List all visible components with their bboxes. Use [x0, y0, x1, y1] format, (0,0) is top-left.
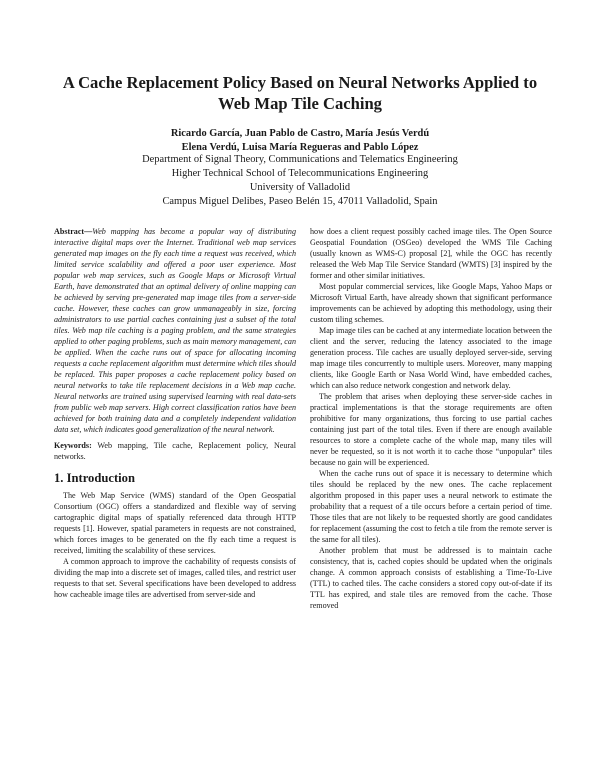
keywords-text: Web mapping, Tile cache, Replacement policy, Neural networks.	[54, 441, 296, 461]
authors-line-2: Elena Verdú, Luisa María Regueras and Pablo López	[181, 142, 419, 153]
affiliation-block	[40, 153, 560, 209]
right-paragraph-5: When the cache runs out of space it is necessary to determine which tiles should be replaced by the new ones. The cache replacement algorithm proposed in this paper uses a neural network to estimate the probability that a request of a tile occurs before a certain period of time. Those tiles that are not likely to be requested shortly are good candidates for replacement (assuming the cost to fetch a tile from the remote server is the same for all tiles).	[310, 469, 552, 544]
right-paragraph-6: Another problem that must be addressed is to maintain cache consistency, that is, cached copies should be updated when the originals change. A common approach consists of establishing a Time-To-Live (TTL) to cached tiles. The cache considers a stored copy out-of-date if its TTL has expired, and stale tiles are removed from the cache. Those removed	[310, 546, 552, 610]
left-column	[54, 226, 296, 600]
authors-line-1: Ricardo García, Juan Pablo de Castro, María Jesús Verdú	[170, 128, 430, 139]
keywords	[54, 440, 296, 462]
affiliation-university: University of Valladolid	[249, 182, 351, 193]
abstract-label: Abstract—	[54, 227, 93, 236]
affiliation-department: Department of Signal Theory, Communications and Telematics Engineering	[142, 154, 458, 165]
right-paragraph-1: how does a client request possibly cached image tiles. The Open Source Geospatial Foundation (OSGeo) developed the WMS Tile Caching (usually known as WMS-C) proposal [2], while the OGC has recently released the Web Map Tile Service Standard (WMTS) [3] inspired by the former and other similar initiatives.	[310, 227, 552, 280]
title-line-1: A Cache Replacement Policy Based on Neural Networks Applied to	[62, 73, 538, 92]
right-column	[310, 226, 552, 611]
paper-title	[40, 72, 560, 114]
abstract	[54, 226, 296, 435]
intro-paragraph-2: A common approach to improve the cachability of requests consists of dividing the map into a discrete set of images, called tiles, and restrict user requests to that set. Several specifications have been developed to address how cacheable image tiles are advertised from server-side and	[54, 557, 296, 599]
author-list	[40, 127, 560, 155]
section-heading-introduction: 1. Introduction	[54, 471, 135, 485]
right-paragraph-2: Most popular commercial services, like Google Maps, Yahoo Maps or Microsoft Virtual Earth, have already shown that significant performance improvements can be achieved by adopting this methodology, using their custom tiling schemes.	[310, 282, 552, 324]
right-paragraph-3: Map image tiles can be cached at any intermediate location between the client and the server, reducing the latency associated to the image generation process. Tile caches are usually deployed server-side, serving map image tiles concurrently to multiple users. Moreover, many mapping clients, like Google Earth or Nasa World Wind, have embedded caches, which can also reduce network congestion and network delay.	[310, 326, 552, 390]
title-line-2: Web Map Tile Caching	[218, 94, 382, 113]
abstract-text: Web mapping has become a popular way of distributing interactive digital maps over the Internet. Traditional web map services generated map images on the fly each time a request was received, which limited service scalability and offered a poor user experience. Most popular web map services, such as Google Maps or Microsoft Virtual Earth, have demonstrated that an optimal delivery of online mapping can be achieved by serving pre-generated map image tiles from a server-side cache. However, these caches can grow unmanageably in size, forcing administrators to use partial caches containing just a subset of the total tiles. Web map tile caching is a paging problem, and the same strategies applied to other paging problems, such as main memory management, can be applied. When the cache runs out of space for allocating incoming requests a cache replacement algorithm must determine which tiles should be replaced. This paper proposes a cache replacement policy based on neural networks to take tile replacement decisions in a Web map cache. Neural networks are trained using supervised learning with real data-sets from public web map servers. High correct classification ratios have been achieved for both training data and a completely independent validation data set, which indicates good generalization of the neural network.	[54, 227, 296, 434]
keywords-label: Keywords:	[54, 441, 92, 450]
intro-paragraph-1: The Web Map Service (WMS) standard of the Open Geospatial Consortium (OGC) offers a standardized and flexible way of serving cartographic digital maps of spatially referenced data through HTTP requests [1]. However, spatial parameters in requests are not constrained, which forces images to be generated on the fly each time a request is received, limiting the scalability of these services.	[54, 491, 296, 555]
affiliation-address: Campus Miguel Delibes, Paseo Belén 15, 47011 Valladolid, Spain	[162, 196, 438, 207]
right-paragraph-4: The problem that arises when deploying these server-side caches in practical implementations is that the storage requirements are often prohibitive for many organizations, thus forcing to use partial caches containing just part of the total tiles. Even if there are enough available resources to store a complete cache of the whole map, many tiles will never be requested, so it is not worth it to cache those “unpopular” tiles because no gain will be experienced.	[310, 392, 552, 467]
affiliation-school: Higher Technical School of Telecommunications Engineering	[171, 168, 429, 179]
